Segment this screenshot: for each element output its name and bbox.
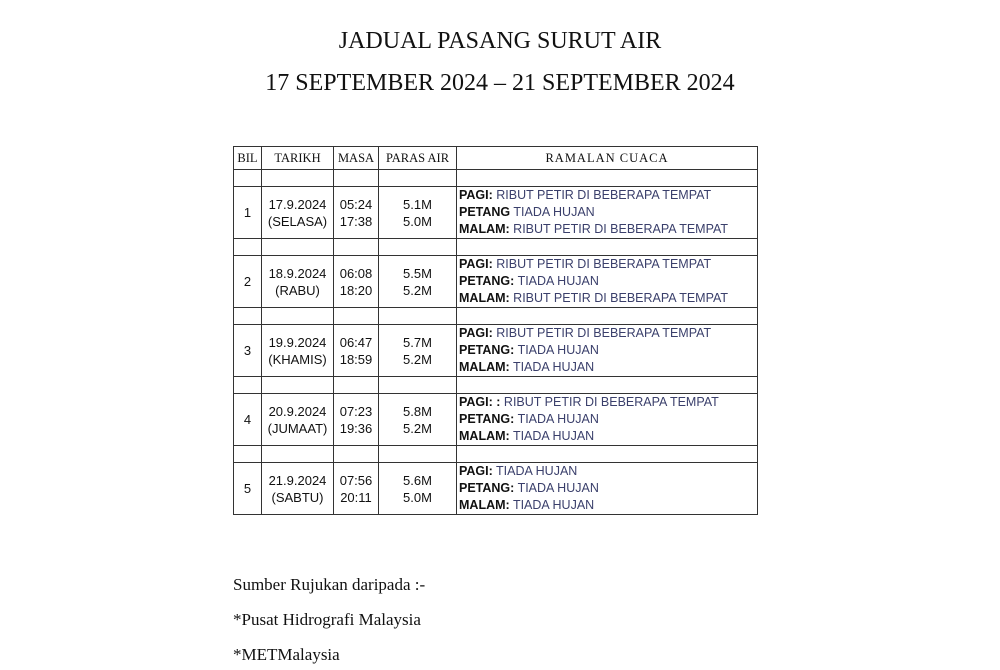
table-row [234, 463, 758, 515]
tide-table [233, 146, 758, 515]
cell-ramalan-cuaca [457, 394, 758, 446]
spacer-cell [379, 170, 457, 187]
cell-bil [234, 394, 262, 446]
forecast-text: TIADA HUJAN [496, 464, 578, 478]
cell-ramalan-cuaca [457, 187, 758, 239]
bil-value: 3 [243, 343, 252, 358]
spacer-cell [379, 308, 457, 325]
cell-ramalan-cuaca [457, 463, 758, 515]
forecast-period-label: PETANG: [459, 412, 515, 426]
spacer-cell [234, 446, 262, 463]
forecast-period-label: PAGI: [459, 464, 493, 478]
water-level-value: 5.8M [403, 403, 432, 419]
forecast-text: RIBUT PETIR DI BEBERAPA TEMPAT [503, 395, 719, 409]
water-level-value: 5.7M [403, 334, 432, 350]
forecast-text: TIADA HUJAN [512, 360, 595, 374]
cell-bil [234, 256, 262, 308]
forecast-text: TIADA HUJAN [517, 274, 599, 288]
forecast-text: RIBUT PETIR DI BEBERAPA TEMPAT [496, 326, 712, 340]
spacer-cell [234, 170, 262, 187]
forecast-period-label: PETANG: [459, 343, 515, 357]
time-value: 17:38 [339, 213, 373, 229]
row-spacer [234, 239, 758, 256]
table-row [234, 394, 758, 446]
forecast-line [459, 273, 757, 290]
cell-tarikh [262, 394, 334, 446]
time-value: 05:24 [339, 196, 373, 212]
day-value: (JUMAAT) [267, 420, 328, 436]
forecast-text: TIADA HUJAN [512, 498, 595, 512]
forecast-text: RIBUT PETIR DI BEBERAPA TEMPAT [513, 291, 729, 305]
cell-masa [334, 325, 379, 377]
spacer-cell [262, 446, 334, 463]
cell-bil [234, 325, 262, 377]
time-value: 19:36 [339, 420, 373, 436]
forecast-period-label: PETANG: [459, 481, 515, 495]
forecast-line [459, 428, 757, 445]
forecast-period-label: MALAM: [459, 429, 510, 443]
spacer-cell [334, 377, 379, 394]
source-item: *Pusat Hidrografi Malaysia [233, 610, 421, 629]
cell-paras-air [379, 187, 457, 239]
forecast-line [459, 290, 757, 307]
date-value: 20.9.2024 [268, 403, 327, 419]
water-level-value: 5.5M [403, 265, 432, 281]
cell-masa [334, 463, 379, 515]
cell-ramalan-cuaca [457, 256, 758, 308]
forecast-line [459, 342, 757, 359]
col-header-tarikh: TARIKH [262, 147, 334, 170]
forecast-period-label: PAGI: [459, 188, 493, 202]
forecast-line [459, 256, 757, 273]
cell-tarikh [262, 187, 334, 239]
forecast-line [459, 204, 757, 221]
spacer-cell [234, 308, 262, 325]
spacer-cell [334, 446, 379, 463]
forecast-line [459, 480, 757, 497]
forecast-line [459, 411, 757, 428]
table-row [234, 256, 758, 308]
date-value: 21.9.2024 [268, 472, 327, 488]
forecast-text: TIADA HUJAN [517, 343, 599, 357]
forecast-line [459, 221, 757, 238]
table-body [234, 170, 758, 515]
water-level-value: 5.6M [403, 472, 432, 488]
forecast-text: RIBUT PETIR DI BEBERAPA TEMPAT [496, 188, 712, 202]
source-heading: Sumber Rujukan daripada :- [233, 575, 426, 594]
source-item: *METMalaysia [233, 645, 340, 664]
forecast-period-label: PETANG [459, 205, 511, 219]
row-spacer [234, 377, 758, 394]
cell-bil [234, 463, 262, 515]
cell-bil [234, 187, 262, 239]
cell-masa [334, 256, 379, 308]
forecast-text: RIBUT PETIR DI BEBERAPA TEMPAT [496, 257, 712, 271]
water-level-value: 5.0M [403, 489, 432, 505]
cell-paras-air [379, 325, 457, 377]
document-title: JADUAL PASANG SURUT AIR [338, 28, 662, 54]
row-spacer [234, 446, 758, 463]
forecast-period-label: PETANG: [459, 274, 515, 288]
day-value: (KHAMIS) [268, 351, 327, 367]
cell-paras-air [379, 394, 457, 446]
table-row [234, 187, 758, 239]
water-level-value: 5.2M [403, 282, 432, 298]
forecast-line [459, 359, 757, 376]
col-header-paras-air: PARAS AIR [379, 147, 457, 170]
spacer-cell [379, 239, 457, 256]
forecast-text: TIADA HUJAN [513, 205, 595, 219]
spacer-cell [262, 308, 334, 325]
row-spacer [234, 170, 758, 187]
water-level-value: 5.0M [403, 213, 432, 229]
forecast-text: TIADA HUJAN [517, 481, 599, 495]
forecast-period-label: PAGI: [459, 257, 493, 271]
cell-tarikh [262, 325, 334, 377]
date-value: 19.9.2024 [268, 334, 327, 350]
forecast-text: RIBUT PETIR DI BEBERAPA TEMPAT [513, 222, 729, 236]
water-level-value: 5.2M [403, 351, 432, 367]
col-header-ramalan-cuaca: RAMALAN CUACA [457, 147, 758, 170]
time-value: 20:11 [340, 489, 372, 505]
bil-value: 4 [243, 412, 252, 427]
forecast-line [459, 497, 757, 514]
spacer-cell [379, 377, 457, 394]
spacer-cell [262, 170, 334, 187]
spacer-cell [234, 377, 262, 394]
day-value: (SELASA) [267, 213, 328, 229]
forecast-line [459, 325, 757, 342]
spacer-cell [262, 377, 334, 394]
spacer-cell [334, 308, 379, 325]
forecast-text: TIADA HUJAN [517, 412, 599, 426]
col-header-bil: BIL [234, 147, 262, 170]
table-row [234, 325, 758, 377]
day-value: (RABU) [275, 282, 320, 298]
water-level-value: 5.2M [403, 420, 432, 436]
time-value: 18:59 [339, 351, 373, 367]
cell-tarikh [262, 463, 334, 515]
spacer-cell [457, 308, 758, 325]
time-value: 07:56 [339, 472, 373, 488]
spacer-cell [262, 239, 334, 256]
bil-value: 5 [243, 481, 252, 496]
forecast-period-label: MALAM: [459, 498, 510, 512]
spacer-cell [457, 170, 758, 187]
forecast-period-label: PAGI: [459, 326, 493, 340]
time-value: 06:47 [339, 334, 373, 350]
forecast-period-label: MALAM: [459, 222, 510, 236]
cell-masa [334, 394, 379, 446]
cell-masa [334, 187, 379, 239]
spacer-cell [457, 446, 758, 463]
forecast-line [459, 187, 757, 204]
date-range: 17 SEPTEMBER 2024 – 21 SEPTEMBER 2024 [265, 70, 735, 96]
forecast-period-label: PAGI: : [459, 395, 501, 409]
forecast-line [459, 463, 757, 480]
spacer-cell [379, 446, 457, 463]
forecast-period-label: MALAM: [459, 360, 510, 374]
bil-value: 2 [243, 274, 252, 289]
cell-tarikh [262, 256, 334, 308]
spacer-cell [234, 239, 262, 256]
spacer-cell [457, 377, 758, 394]
day-value: (SABTU) [271, 489, 324, 505]
date-value: 17.9.2024 [268, 196, 327, 212]
spacer-cell [334, 170, 379, 187]
date-value: 18.9.2024 [268, 265, 327, 281]
spacer-cell [457, 239, 758, 256]
col-header-masa: MASA [334, 147, 379, 170]
row-spacer [234, 308, 758, 325]
bil-value: 1 [243, 205, 252, 220]
time-value: 06:08 [339, 265, 373, 281]
cell-paras-air [379, 463, 457, 515]
cell-ramalan-cuaca [457, 325, 758, 377]
water-level-value: 5.1M [403, 196, 432, 212]
table-header-row [234, 147, 758, 170]
time-value: 07:23 [339, 403, 373, 419]
forecast-period-label: MALAM: [459, 291, 510, 305]
cell-paras-air [379, 256, 457, 308]
forecast-text: TIADA HUJAN [512, 429, 595, 443]
spacer-cell [334, 239, 379, 256]
forecast-line [459, 394, 757, 411]
time-value: 18:20 [339, 282, 373, 298]
